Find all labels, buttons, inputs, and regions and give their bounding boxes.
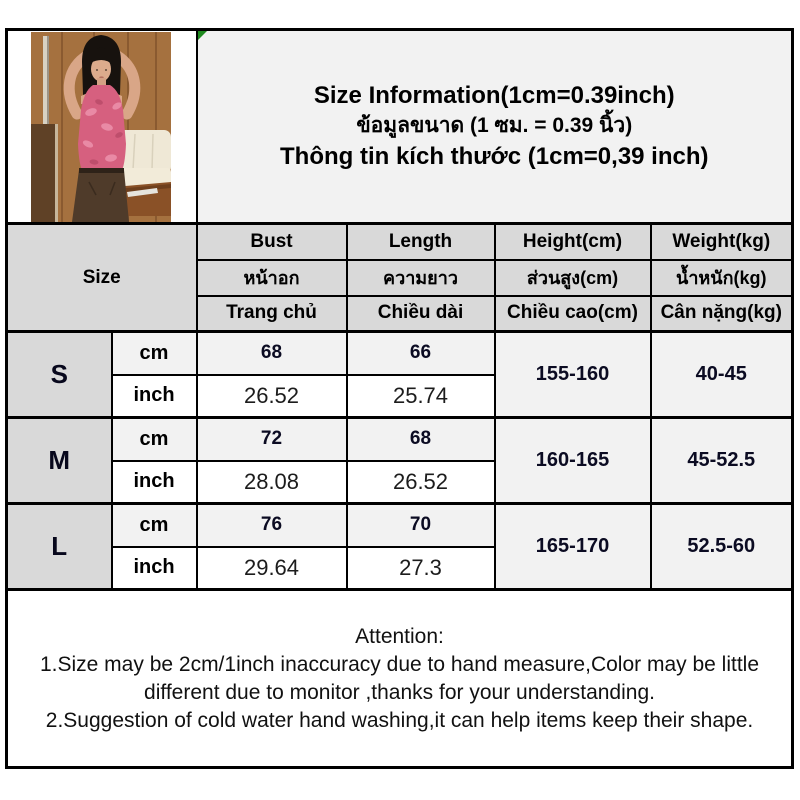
col-header-weight-vi: Cân nặng(kg) [651, 296, 793, 332]
attention-item-2: 2.Suggestion of cold water hand washing,it can help items keep their shape. [45, 708, 754, 732]
title-cell [197, 30, 793, 224]
size-information-table [5, 28, 794, 769]
col-header-length-th: ความยาว [347, 260, 495, 296]
size-label-l: L [7, 504, 112, 590]
table-row-l-cm [7, 504, 793, 547]
weight-range-l: 52.5-60 [651, 504, 793, 590]
unit-label-cm: cm [112, 332, 197, 375]
length-cm-l: 70 [347, 504, 495, 547]
bust-cm-s: 68 [197, 332, 347, 375]
weight-range-s: 40-45 [651, 332, 793, 418]
attention-note-cell [7, 590, 793, 768]
unit-label-inch: inch [112, 547, 197, 590]
title-thai: ข้อมูลขนาด (1 ซม. = 0.39 นิ้ว) [356, 114, 633, 137]
table-row-m-cm [7, 418, 793, 461]
col-header-bust-vi: Trang chủ [197, 296, 347, 332]
unit-label-inch: inch [112, 375, 197, 418]
unit-label-inch: inch [112, 461, 197, 504]
size-label-m: M [7, 418, 112, 504]
size-header-cell: Size [7, 224, 197, 332]
col-header-length-vi: Chiều dài [347, 296, 495, 332]
title-vietnamese: Thông tin kích thước (1cm=0,39 inch) [280, 143, 709, 170]
col-header-length-en: Length [347, 224, 495, 260]
table-row-s-cm [7, 332, 793, 375]
length-cm-m: 68 [347, 418, 495, 461]
product-photo-cell [7, 30, 197, 224]
size-label-s: S [7, 332, 112, 418]
col-header-height-vi: Chiều cao(cm) [495, 296, 651, 332]
excel-green-corner-marker [198, 31, 207, 40]
length-inch-l: 27.3 [347, 547, 495, 590]
weight-range-m: 45-52.5 [651, 418, 793, 504]
col-header-weight-en: Weight(kg) [651, 224, 793, 260]
col-header-weight-th: น้ำหนัก(kg) [651, 260, 793, 296]
attention-heading: Attention: [355, 624, 444, 648]
length-inch-s: 25.74 [347, 375, 495, 418]
height-range-s: 155-160 [495, 332, 651, 418]
height-range-m: 160-165 [495, 418, 651, 504]
col-header-height-en: Height(cm) [495, 224, 651, 260]
unit-label-cm: cm [112, 504, 197, 547]
product-photo [31, 32, 171, 222]
unit-label-cm: cm [112, 418, 197, 461]
bust-inch-s: 26.52 [197, 375, 347, 418]
length-cm-s: 66 [347, 332, 495, 375]
col-header-height-th: ส่วนสูง(cm) [495, 260, 651, 296]
bust-inch-m: 28.08 [197, 461, 347, 504]
attention-item-1: 1.Size may be 2cm/1inch inaccuracy due to hand measure,Color may be little different due to monitor ,thanks for your understanding. [39, 652, 760, 704]
title-english: Size Information(1cm=0.39inch) [313, 82, 675, 109]
height-range-l: 165-170 [495, 504, 651, 590]
col-header-bust-en: Bust [197, 224, 347, 260]
bust-cm-l: 76 [197, 504, 347, 547]
bust-inch-l: 29.64 [197, 547, 347, 590]
col-header-bust-th: หน้าอก [197, 260, 347, 296]
bust-cm-m: 72 [197, 418, 347, 461]
length-inch-m: 26.52 [347, 461, 495, 504]
